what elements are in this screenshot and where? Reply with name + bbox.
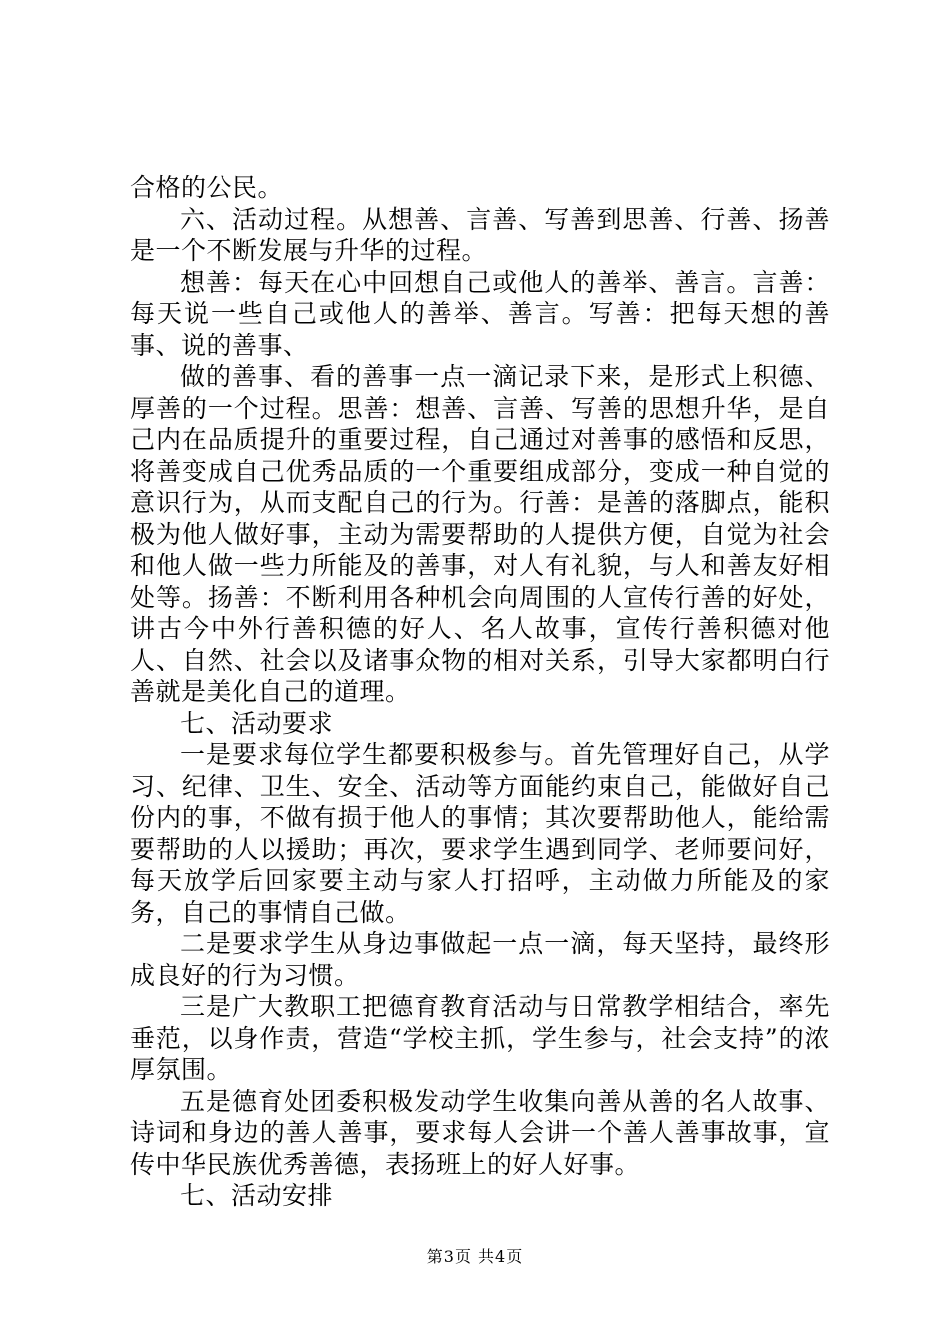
paragraph: 想善：每天在心中回想自己或他人的善举、善言。言善：每天说一些自己或他人的善举、善言。写善：把每天想的善事、说的善事、 [130, 267, 830, 360]
paragraph: 合格的公民。 [130, 173, 284, 202]
paragraph: 三是广大教职工把德育教育活动与日常教学相结合，率先垂范，以身作责，营造“学校主抓，学生参与，社会支持”的浓厚氛围。 [130, 992, 830, 1084]
page-number-footer: 第3页 共4页 [426, 1247, 524, 1266]
section-heading: 七、活动安排 [180, 1181, 334, 1210]
paragraph: 做的善事、看的善事一点一滴记录下来，是形式上积德、厚善的一个过程。思善：想善、言善、写善的思想升华，是自己内在品质提升的重要过程，自己通过对善事的感悟和反思，将善变成自己优秀品质的一个重要组成部分，变成一种自觉的意识行为，从而支配自己的行为。行善：是善的落脚点，能积极为他人做好事，主动为需要帮助的人提供方便，自觉为社会和他人做一些力所能及的善事，对人有礼貌，与人和善友好相处等。扬善：不断利用各种机会向周围的人宣传行善的好处，讲古今中外行善积德的好人、名人故事，宣传行善积德对他人、自然、社会以及诸事众物的相对关系，引导大家都明白行善就是美化自己的道理。 [130, 362, 830, 706]
document-body [130, 172, 830, 1212]
paragraph: 五是德育处团委积极发动学生收集向善从善的名人故事、诗词和身边的善人善事，要求每人会讲一个善人善事故事，宣传中华民族优秀善德，表扬班上的好人好事。 [130, 1086, 830, 1179]
paragraph: 二是要求学生从身边事做起一点一滴，每天坚持，最终形成良好的行为习惯。 [130, 929, 830, 990]
paragraph: 六、活动过程。从想善、言善、写善到思善、行善、扬善是一个不断发展与升华的过程。 [130, 204, 830, 265]
section-heading: 七、活动要求 [180, 708, 334, 738]
paragraph: 一是要求每位学生都要积极参与。首先管理好自己，从学习、纪律、卫生、安全、活动等方面能约束自己，能做好自己份内的事，不做有损于他人的事情；其次要帮助他人，能给需要帮助的人以援助；再次，要求学生遇到同学、老师要问好，每天放学后回家要主动与家人打招呼，主动做力所能及的家务，自己的事情自己做。 [130, 740, 830, 927]
